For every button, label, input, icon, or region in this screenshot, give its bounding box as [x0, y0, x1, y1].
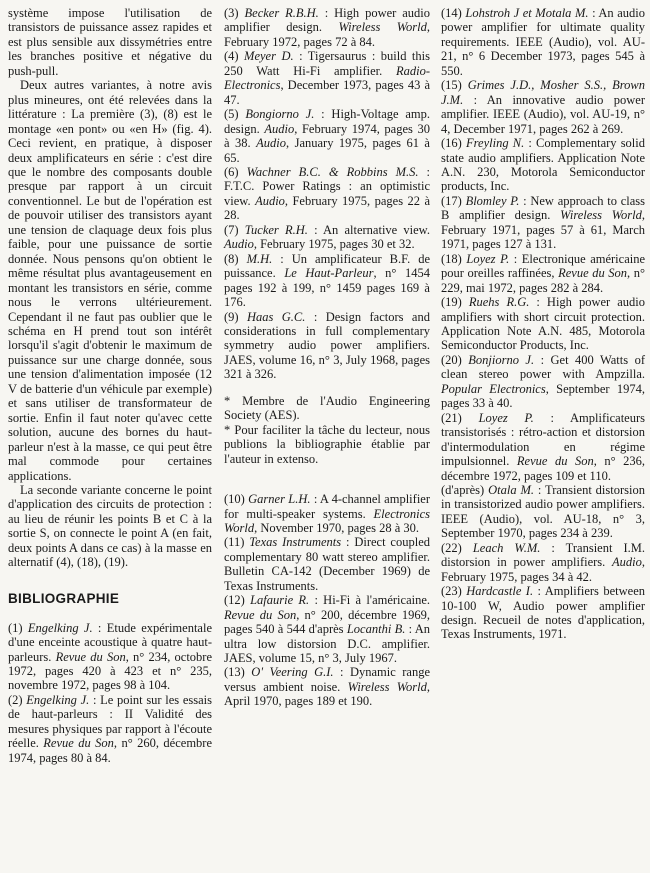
bibliography-heading: BIBLIOGRAPHIE: [8, 590, 120, 606]
entry-author: Engelking J.: [27, 620, 93, 635]
bibliography-entry: (d'après) Otala M. : Transient distorsion in transistorized audio power amplifiers. IEEE (Audio), vol. AU-18, n° 3, September 1970, pages 234 à 239.: [441, 482, 645, 541]
bibliography-entry: (19) Ruehs R.G. : High power audio amplifiers with short circuit protection. Application Note A.N. 485, Motorola Semiconductor Products, Inc.: [441, 295, 646, 353]
bibliography-entry: (6) Wachner B.C. & Robbins M.S. : F.T.C. Power Ratings : an optimistic view. Audio, February 1975, pages 22 à 28.: [224, 164, 430, 223]
bibliography-entry: (2) Engelking J. : Le point sur les essais de haut-parleurs : II Validité des mesures physiques par rapport à l'écoute réelle. Revue du Son, n° 260, décembre 1974, pages 80 à 84.: [8, 692, 212, 765]
entry-author: Loyez P.: [478, 410, 534, 425]
entry-author: Haas G.C.: [246, 309, 306, 324]
bibliography-entry: (10) Garner L.H. : A 4-channel amplifier for multi-speaker systems. Electronics World, November 1970, pages 28 à 30.: [224, 492, 430, 535]
bibliography-entry: (3) Becker R.B.H. : High power audio amplifier design. Wireless World, February 1972, pages 72 à 84.: [224, 6, 431, 49]
bibliography-entry: (18) Loyez P. : Electronique américaine pour oreilles raffinées, Revue du Son, n° 229, mai 1972, pages 282 à 284.: [441, 251, 646, 295]
entry-author: Bongiorno J.: [245, 107, 315, 122]
entry-author: Blomley P.: [465, 193, 520, 208]
bibliography-entry: (15) Grimes J.D., Mosher S.S., Brown J.M. : An innovative audio power amplifier. IEEE (Audio), vol. AU-19, n° 4, December 1971, pages 262 à 269.: [441, 78, 646, 136]
bibliography-entry: (14) Lohstroh J et Motala M. : An audio power amplifier for ultimate quality requirements. IEEE (Audio), vol. AU-21, n° 6 December 1973, pages 545 à 550.: [441, 6, 646, 78]
bibliography-entry: (7) Tucker R.H. : An alternative view. Audio, February 1975, pages 30 et 32.: [224, 222, 431, 252]
bibliography-entry: (13) O' Veering G.I. : Dynamic range versus ambient noise. Wireless World, April 1970, pages 189 et 190.: [224, 665, 431, 709]
bibliography-entry: (9) Haas G.C. : Design factors and considerations in full complementary symmetry audio power amplifiers. JAES, volume 16, n° 3, July 1968, pages 321 à 326.: [224, 309, 430, 382]
column-right: [441, 6, 645, 642]
bibliography-entry: (4) Meyer D. : Tigersaurus : build this 250 Watt Hi-Fi amplifier. Radio-Electronics, December 1973, pages 43 à 47.: [224, 49, 430, 107]
body-paragraph: système impose l'utilisation de transistors de puissance assez rapides et est plus sensible aux dissymétries entre les branches positive et négative du push-pull.: [8, 6, 212, 78]
body-paragraph: La seconde variante concerne le point d'application des circuits de protection : au lieu de réunir les points B et C à la sortie S, on connecte le point A (en fait, deux points A dans ce cas) à la masse en alternatif (4), (18), (19).: [8, 482, 212, 570]
bibliography-entry: (11) Texas Instruments : Direct coupled complementary 80 watt stereo amplifier. Bulletin CA-142 (December 1969) de Texas Instruments.: [224, 535, 430, 593]
entry-author: Freyling N.: [466, 136, 525, 151]
entry-author: Lohstroh J et Motala M.: [465, 6, 589, 20]
column-left: [8, 6, 212, 765]
bibliography-entry: (23) Hardcastle I. : Amplifiers between 10-100 W, Audio power amplifier design. Recueil de notes d'application, Texas Instruments, 1971.: [441, 584, 645, 642]
entry-author: Leach W.M.: [472, 540, 541, 555]
bibliography-entry: (5) Bongiorno J. : High-Voltage amp. design. Audio, February 1974, pages 30 à 38. Audio, January 1975, pages 61 à 65.: [224, 107, 430, 165]
bibliography-entry: (17) Blomley P. : New approach to class B amplifier design. Wireless World, February 1971, pages 57 à 61, March 1971, pages 127 à 131.: [441, 193, 646, 252]
entry-author: Lafaurie R.: [250, 593, 310, 608]
entry-author: Texas Instruments: [249, 535, 342, 550]
entry-author: Wachner B.C. & Robbins M.S.: [246, 164, 419, 179]
entry-author: Garner L.H.: [248, 492, 311, 507]
entry-author: Bonjiorno J.: [468, 352, 535, 367]
entry-author: Meyer D.: [244, 49, 294, 64]
bibliography-entry: (16) Freyling N. : Complementary solid state audio amplifiers. Application Note A.N. 230, Motorola Semiconductor products, Inc.: [441, 136, 646, 194]
entry-author: Otala M.: [488, 482, 534, 497]
entry-author: M.H.: [246, 251, 273, 266]
entry-author: Hardcastle I.: [466, 584, 534, 599]
footnote: * Membre de l'Audio Engineering Society (AES).: [224, 393, 430, 423]
entry-author: Becker R.B.H.: [244, 6, 319, 20]
bibliography-entry: (21) Loyez P. : Amplificateurs transistorisés : rétro-action et distorsion d'intermodulation en régime impulsionnel. Revue du Son, n° 236, décembre 1972, pages 109 et 110.: [441, 410, 646, 483]
bibliography-entry: (22) Leach W.M. : Transient I.M. distorsion in power amplifiers. Audio, February 1975, pages 34 à 42.: [441, 540, 645, 584]
bibliography-entry: (20) Bonjiorno J. : Get 400 Watts of clean stereo power with Ampzilla. Popular Electronics, September 1974, pages 33 à 40.: [441, 352, 645, 411]
body-paragraph: Deux autres variantes, à notre avis plus mineures, ont été relevées dans la littérature : La première (3), (8) est le montage «en pont» ou «en H» (fig. 4). Ceci revient, en pratique, à disposer deux amplificateurs en série : c'est dire que le nombre des composants double presque par rapport à un circuit conventionnel. Le but de l'opération est de pouvoir utiliser des transistors ayant une tension de claquage deux fois plus faible, pour une puissance de sortie donnée. Nous pensons qu'on obtient le même résultat plus avantageusement en montant les transistors en série, comme nous le verrons ultérieurement. Cependant il ne faut pas oublier que le schéma en H prend tout son intérêt lorsqu'il s'agit d'obtenir le maximum de puissance sur une charge donnée, sous une tension d'alimentation imposée (12 V de batterie d'un véhicule par exemple) et sans utiliser de transformateur de sortie. Enfin il faut noter qu'avec cette solution, aucune des bornes du haut-parleur n'est à la masse, ce qui peut être mal commode pour certaines applications.: [8, 78, 212, 483]
entry-author: O' Veering G.I.: [251, 665, 334, 680]
entry-author: Loyez P.: [466, 251, 510, 266]
entry-author: Grimes J.D., Mosher S.S., Brown J.M.: [441, 78, 646, 107]
entry-author: Tucker R.H.: [244, 222, 308, 237]
bibliography-entry: (1) Engelking J. : Etude expérimentale d'une enceinte acoustique à quatre haut-parleurs. Revue du Son, n° 234, octobre 1972, pages 420 à 423 et n° 235, novembre 1972, pages 98 à 104.: [8, 620, 213, 693]
bibliography-entry: (8) M.H. : Un amplificateur B.F. de puissance. Le Haut-Parleur, n° 1454 pages 192 à 199, n° 1459 pages 169 à 176.: [224, 251, 430, 310]
footnote: * Pour faciliter la tâche du lecteur, nous publions la bibliographie établie par l'auteur in extenso.: [224, 422, 430, 466]
bibliography-entry: (12) Lafaurie R. : Hi-Fi à l'américaine. Revue du Son, n° 200, décembre 1969, pages 540 à 544 d'après Locanthi B. : An ultra low distorsion D.C. amplifier. JAES, volume 15, n° 3, July 1967.: [224, 593, 431, 666]
column-middle: [224, 6, 430, 709]
entry-author: Engelking J.: [26, 692, 90, 707]
entry-author: Ruehs R.G.: [468, 295, 530, 310]
